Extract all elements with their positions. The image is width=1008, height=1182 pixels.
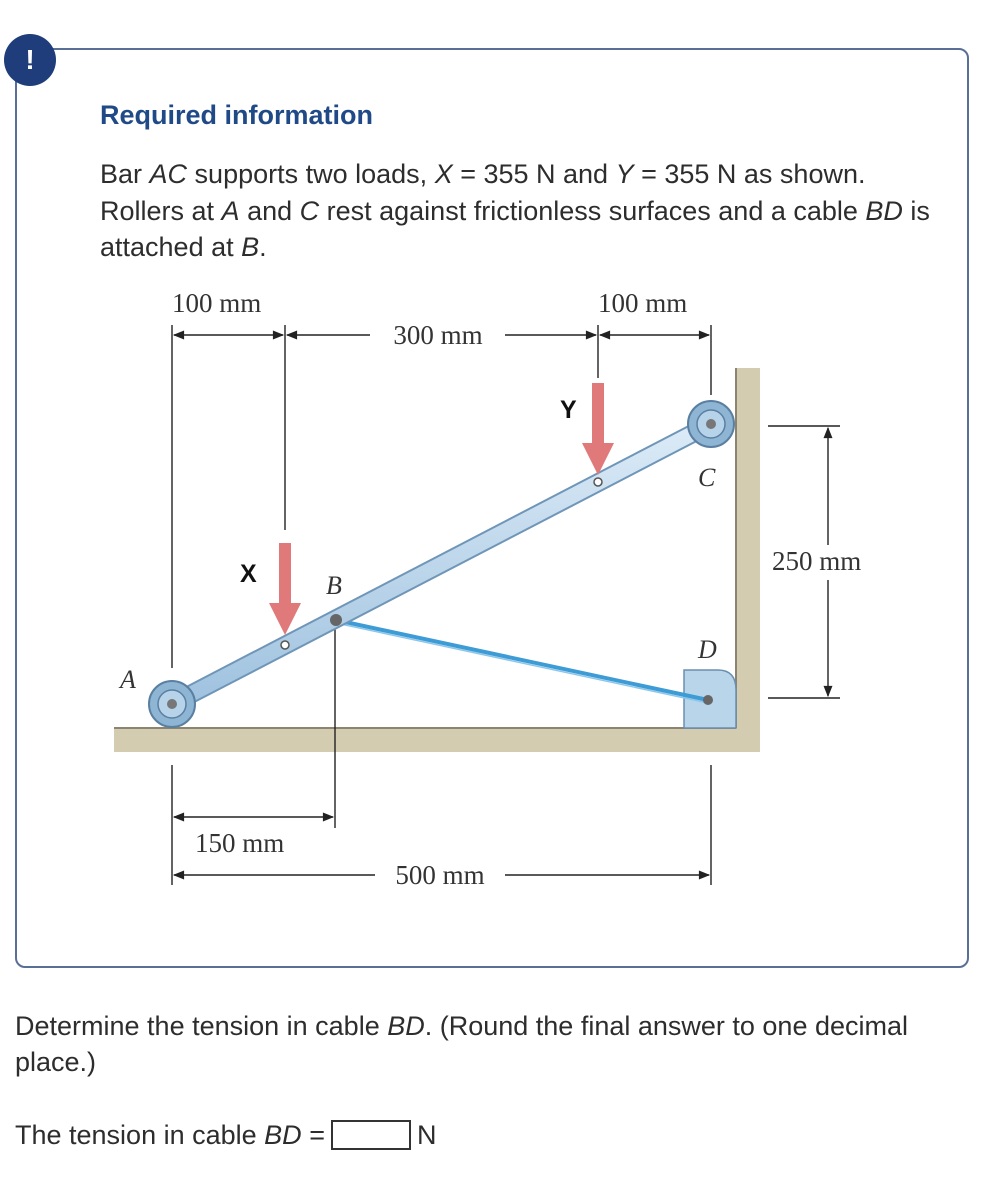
load-arrow-x xyxy=(269,543,301,635)
load-label-x: X xyxy=(240,560,257,588)
alert-icon: ! xyxy=(4,34,56,86)
point-label-c: C xyxy=(698,463,716,492)
answer-label: The tension in cable BD = xyxy=(15,1119,325,1150)
pin-d xyxy=(703,695,713,705)
roller-c xyxy=(688,401,734,447)
load-label-y: Y xyxy=(560,396,577,424)
load-arrow-y xyxy=(582,383,614,475)
point-label-d: D xyxy=(698,635,717,664)
dim-label-500mm: 500 mm xyxy=(395,860,485,890)
point-label-b: B xyxy=(326,571,342,600)
pin-b xyxy=(330,614,342,626)
point-label-a: A xyxy=(120,665,136,694)
load-point-y xyxy=(594,478,602,486)
roller-a xyxy=(149,681,195,727)
answer-unit: N xyxy=(416,1119,437,1150)
dim-label-100mm-left: 100 mm xyxy=(172,288,262,318)
answer-row xyxy=(15,1115,436,1155)
required-info-title: Required information xyxy=(100,100,374,130)
ground-floor xyxy=(114,728,760,752)
bar-cable-figure xyxy=(110,280,900,890)
dim-label-250mm: 250 mm xyxy=(772,546,862,576)
cable-bd xyxy=(336,620,708,700)
tension-answer-input[interactable] xyxy=(331,1120,411,1150)
dim-label-300mm: 300 mm xyxy=(393,320,483,350)
dim-label-150mm: 150 mm xyxy=(195,828,285,858)
load-point-x xyxy=(281,641,289,649)
right-wall xyxy=(736,368,760,752)
problem-statement: Bar AC supports two loads, X = 355 N and Y = 355 N as shown. Rollers at A and C rest against frictionless surfaces and a cable BD is attached at B. xyxy=(100,159,930,262)
question-text: Determine the tension in cable BD. (Round the final answer to one decimal place.) xyxy=(15,1011,909,1077)
dim-label-100mm-right: 100 mm xyxy=(598,288,688,318)
